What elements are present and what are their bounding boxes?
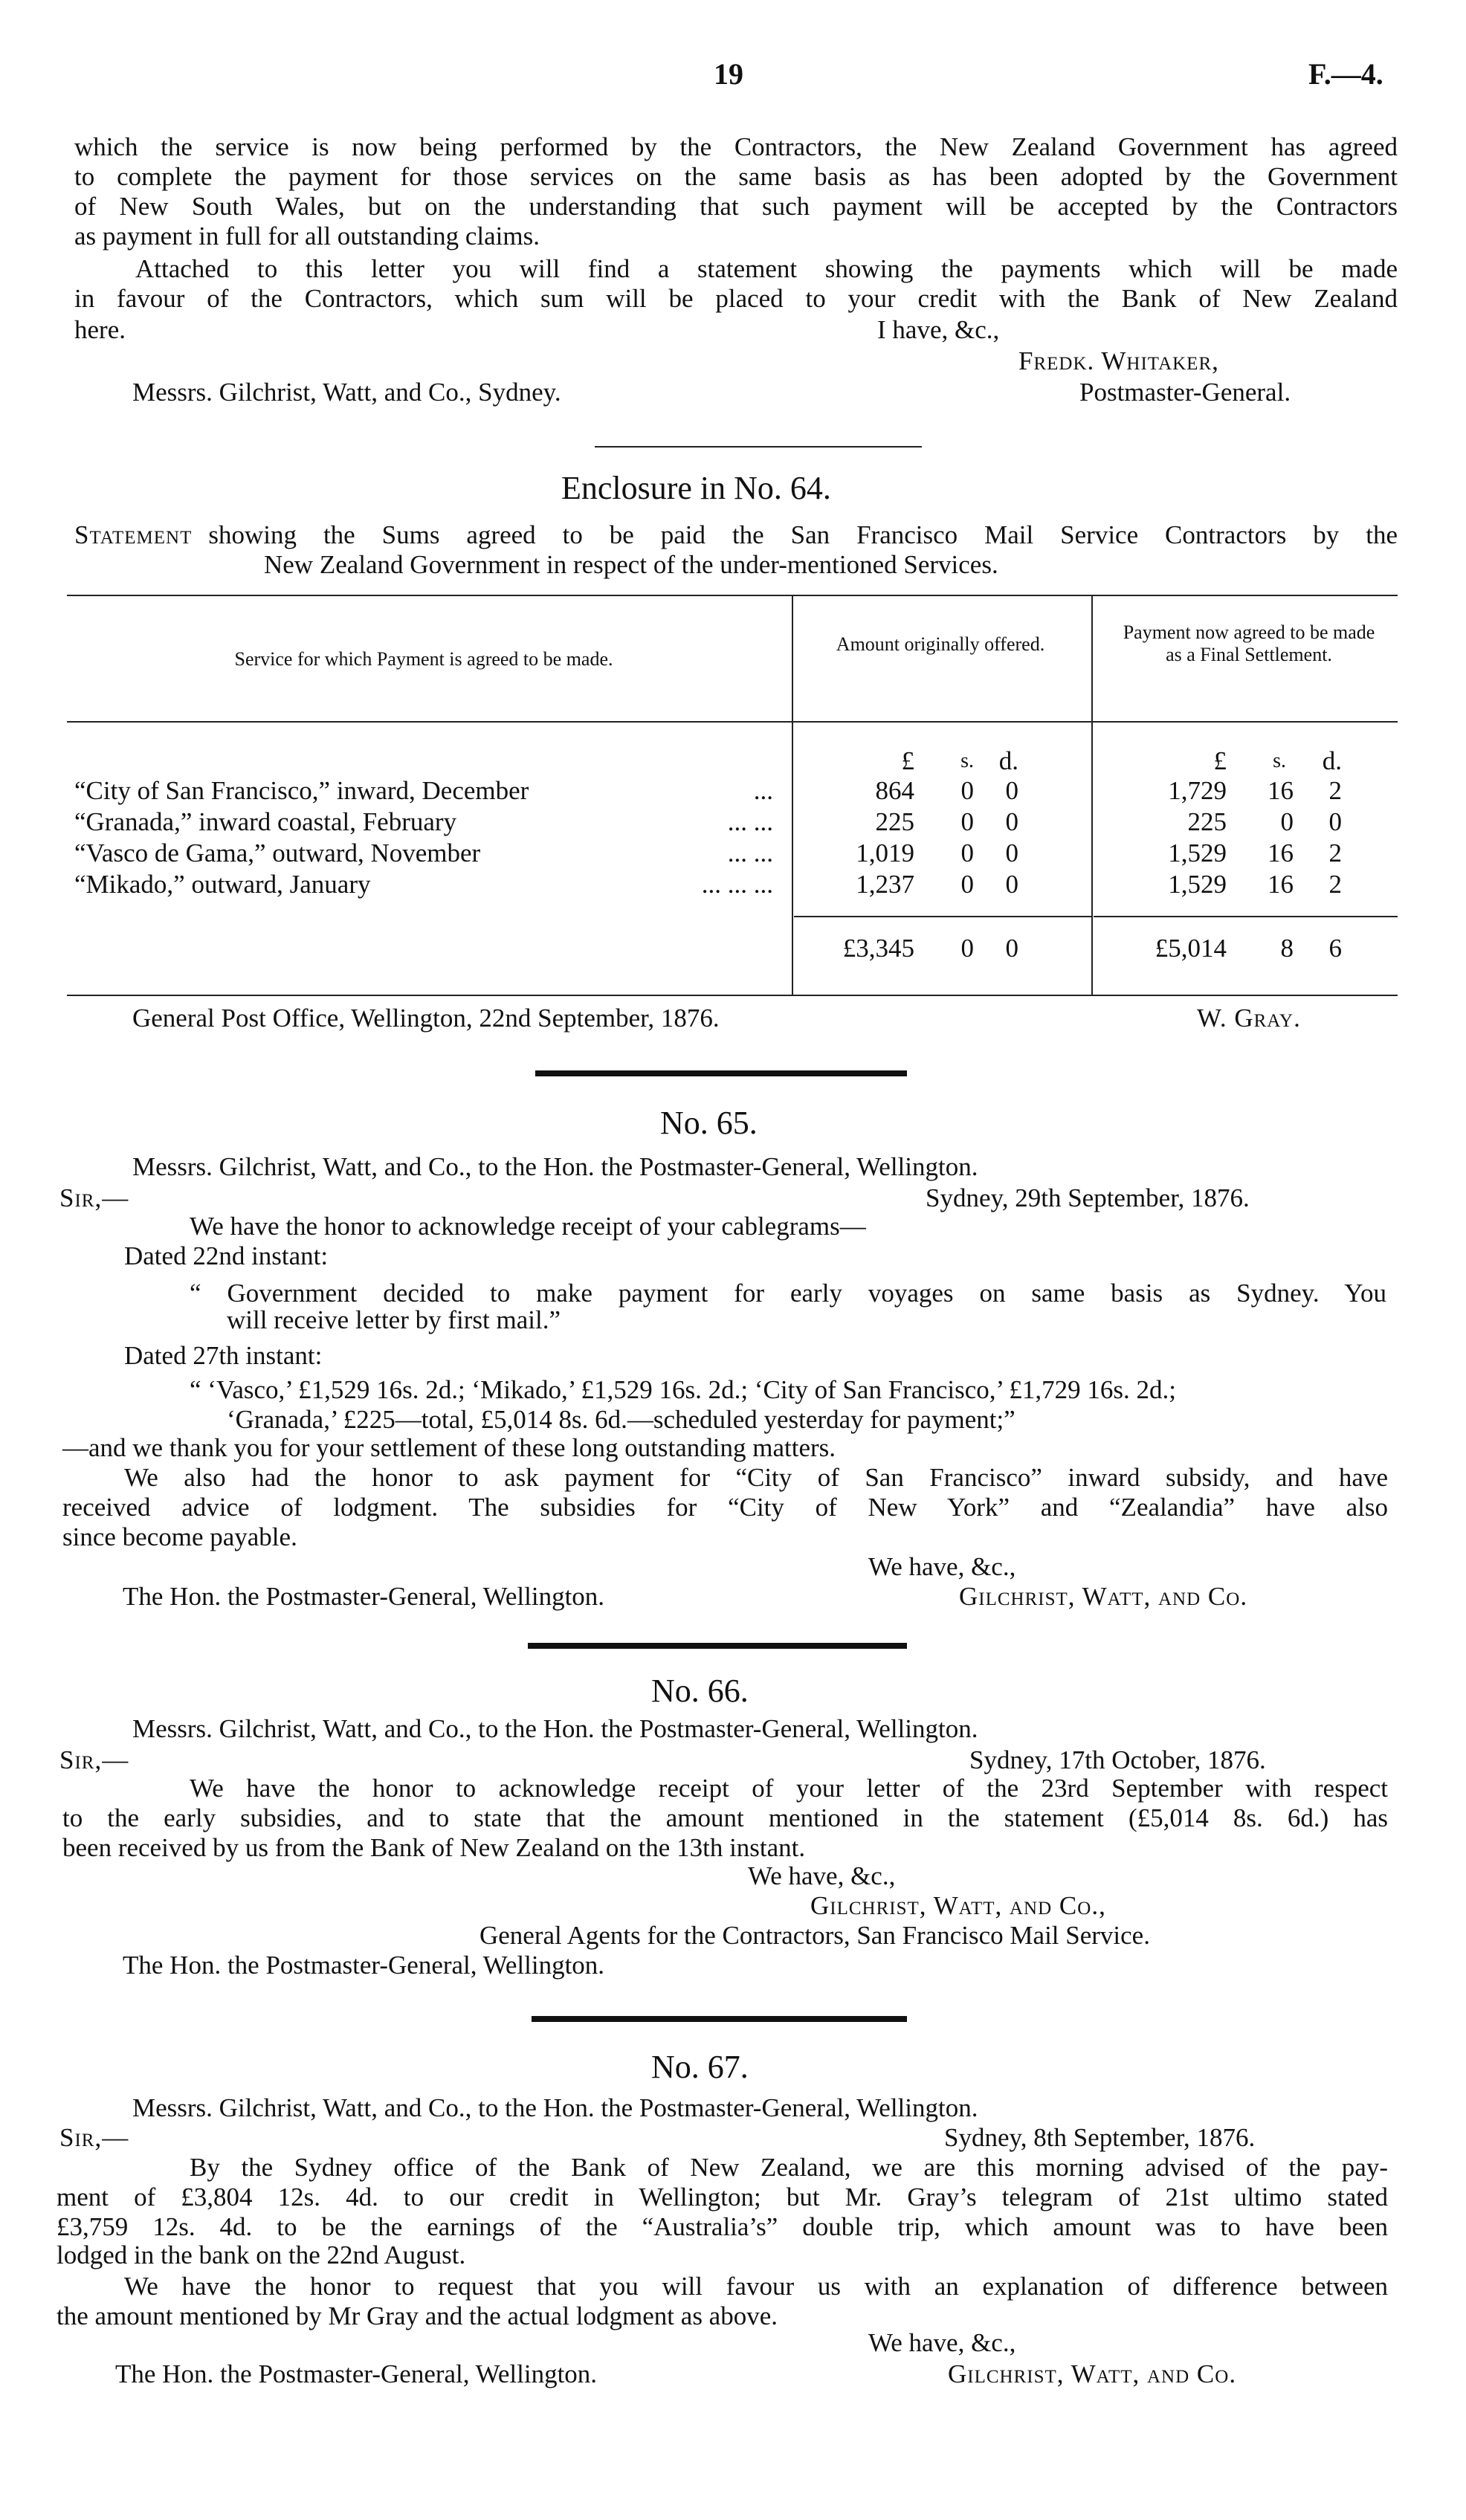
letter-para: since become payable. (62, 1522, 297, 1551)
total-offered-shillings: 0 (960, 934, 974, 963)
row-offered-pounds: 1,019 (856, 839, 914, 868)
section-divider (595, 446, 922, 448)
row-offered-pence: 0 (1005, 807, 1018, 836)
opening-line-4: as payment in full for all outstanding claims. (74, 222, 540, 251)
letter-date: Sydney, 17th October, 1876. (969, 1745, 1266, 1774)
row-agreed-pounds: 225 (1187, 807, 1227, 836)
unit-shillings: s. (960, 749, 974, 772)
statement-line-2: New Zealand Government in respect of the under-mentioned Services. (264, 550, 998, 579)
enclosure-place-date: General Post Office, Wellington, 22nd September, 1876. (132, 1004, 720, 1033)
row-agreed-shillings: 16 (1268, 870, 1294, 899)
letter-para: received advice of lodgment. The subsidies for “City of New York” and “Zealandia” have also (62, 1493, 1388, 1522)
section-divider (528, 1643, 907, 1649)
row-service: “Granada,” inward coastal, February (74, 807, 457, 836)
unit-pence: d. (998, 746, 1018, 775)
table-col-divider-2 (1091, 595, 1093, 996)
document-reference: F.—4. (1308, 57, 1383, 91)
col-header-service: Service for which Payment is agreed to be made. (234, 648, 613, 670)
row-service: “Vasco de Gama,” outward, November (74, 839, 481, 868)
letter-quote: “ Government decided to make payment for early voyages on same basis as Sydney. You (190, 1279, 1386, 1308)
opening-line-7: here. (74, 315, 126, 344)
table-header-rule (67, 721, 1398, 723)
row-offered-pounds: 1,237 (856, 870, 914, 899)
letter-para: We have the honor to acknowledge receipt of your letter of the 23rd September with respect (190, 1774, 1388, 1803)
opening-line-2: to complete the payment for those services on the same basis as has been adopted by the Government (74, 162, 1398, 191)
letter-route: Messrs. Gilchrist, Watt, and Co., to the Hon. the Postmaster-General, Wellington. (132, 1714, 978, 1743)
row-offered-pence: 0 (1005, 839, 1018, 868)
letter-date: Sydney, 29th September, 1876. (926, 1183, 1250, 1212)
letter-dated: Dated 27th instant: (124, 1341, 323, 1370)
total-offered-pounds: £3,345 (842, 934, 914, 963)
letter-signer: Gilchrist, Watt, and Co. (948, 2359, 1237, 2388)
letter-para: We have the honor to acknowledge receipt of your cablegrams— (190, 1212, 866, 1241)
opening-line-1: which the service is now being performed by the Contractors, the New Zealand Government has agreed (74, 132, 1398, 161)
col-header-offered: Amount originally offered. (836, 633, 1045, 655)
letter-closing: We have, &c., (868, 2328, 1016, 2357)
total-rule-offered (794, 916, 1093, 917)
letter-para: to the early subsidies, and to state that the amount mentioned in the statement (£5,014 8s. 6d.) has (62, 1803, 1388, 1832)
letter-route: Messrs. Gilchrist, Watt, and Co., to the Hon. the Postmaster-General, Wellington. (132, 2093, 978, 2122)
total-agreed-shillings: 8 (1280, 934, 1294, 963)
row-offered-shillings: 0 (960, 776, 974, 805)
section-divider (535, 1070, 907, 1076)
total-offered-pence: 0 (1005, 934, 1018, 963)
letter-closing: We have, &c., (868, 1552, 1016, 1581)
opening-line-6: in favour of the Contractors, which sum will be placed to your credit with the Bank of New Zealand (74, 284, 1398, 313)
unit-pounds: £ (901, 746, 914, 775)
col-header-agreed: Payment now agreed to be made as a Final Settlement. (1123, 621, 1375, 665)
letter-salutation: Sir,— (59, 2123, 129, 2152)
letter-para: We also had the honor to ask payment for “City of San Francisco” inward subsidy, and have (124, 1463, 1388, 1492)
letter-closing: We have, &c., (748, 1861, 896, 1890)
opening-line-3: of New South Wales, but on the understanding that such payment will be accepted by the Contractors (74, 192, 1398, 221)
letter-quote: ‘Granada,’ £225—total, £5,014 8s. 6d.—scheduled yesterday for payment;” (227, 1405, 1015, 1434)
row-agreed-pounds: 1,529 (1168, 870, 1227, 899)
i-have-closing: I have, &c., (877, 315, 1000, 344)
statement-line-1 (74, 520, 1398, 550)
total-rule-agreed (1094, 916, 1398, 917)
row-agreed-pounds: 1,529 (1168, 839, 1227, 868)
row-leader: ... ... ... (701, 870, 773, 899)
signer-whitaker: Fredk. Whitaker, (1018, 346, 1219, 375)
unit-pence-agreed: d. (1322, 746, 1342, 775)
row-agreed-pence: 2 (1328, 839, 1342, 868)
table-bottom-rule (67, 995, 1398, 996)
row-offered-shillings: 0 (960, 839, 974, 868)
unit-pounds-agreed: £ (1213, 746, 1227, 775)
letter-addressee: The Hon. the Postmaster-General, Wellington. (123, 1582, 605, 1611)
letter-para: We have the honor to request that you will favour us with an explanation of difference between (124, 2272, 1388, 2301)
row-service: “Mikado,” outward, January (74, 870, 371, 899)
letter-salutation: Sir,— (59, 1745, 129, 1774)
letter-para: ment of £3,804 12s. 4d. to our credit in Wellington; but Mr. Gray’s telegram of 21st ultimo stated (56, 2183, 1388, 2212)
letter-date: Sydney, 8th September, 1876. (944, 2123, 1256, 2152)
row-offered-shillings: 0 (960, 807, 974, 836)
row-agreed-shillings: 0 (1280, 807, 1294, 836)
letter-para: By the Sydney office of the Bank of New Zealand, we are this morning advised of the pay- (190, 2153, 1388, 2182)
row-offered-pounds: 864 (875, 776, 914, 805)
enclosure-signer: W. Gray. (1197, 1004, 1301, 1033)
letter-dated: Dated 22nd instant: (124, 1241, 329, 1270)
letter-signer: Gilchrist, Watt, and Co. (959, 1582, 1248, 1611)
statement-text: showing the Sums agreed to be paid the San Francisco Mail Service Contractors by the (208, 520, 1398, 549)
letter-para: been received by us from the Bank of New Zealand on the 13th instant. (62, 1833, 806, 1862)
letter-quote: “ ‘Vasco,’ £1,529 16s. 2d.; ‘Mikado,’ £1,529 16s. 2d.; ‘City of San Francisco,’ £1,729 16s. 2d.; (190, 1375, 1176, 1404)
row-agreed-shillings: 16 (1268, 839, 1294, 868)
section-divider (532, 2016, 907, 2022)
letter-quote: will receive letter by first mail.” (227, 1305, 561, 1334)
letter-addressee: The Hon. the Postmaster-General, Wellington. (123, 1951, 605, 1980)
letter-para: lodged in the bank on the 22nd August. (56, 2240, 466, 2269)
row-offered-shillings: 0 (960, 870, 974, 899)
page-number: 19 (714, 57, 743, 91)
letter-para: £3,759 12s. 4d. to be the earnings of the “Australia’s” double trip, which amount was to have been (56, 2212, 1388, 2241)
letter-addressee: The Hon. the Postmaster-General, Wellington. (115, 2359, 598, 2388)
row-offered-pence: 0 (1005, 870, 1018, 899)
row-offered-pounds: 225 (875, 807, 914, 836)
letter-signer: Gilchrist, Watt, and Co., (810, 1891, 1106, 1920)
letter-heading: No. 65. (660, 1105, 758, 1141)
row-offered-pence: 0 (1005, 776, 1018, 805)
row-leader: ... ... (727, 807, 773, 836)
letter-salutation: Sir,— (59, 1183, 129, 1212)
addressee-gilchrist: Messrs. Gilchrist, Watt, and Co., Sydney. (132, 378, 561, 407)
letter-heading: No. 67. (651, 2049, 749, 2085)
letter-route: Messrs. Gilchrist, Watt, and Co., to the Hon. the Postmaster-General, Wellington. (132, 1152, 978, 1181)
letter-para: the amount mentioned by Mr Gray and the actual lodgment as above. (56, 2301, 778, 2330)
row-agreed-pounds: 1,729 (1168, 776, 1227, 805)
table-col-divider-1 (792, 595, 793, 996)
signer-title-postmaster: Postmaster-General. (1079, 378, 1291, 407)
row-leader: ... ... (727, 839, 773, 868)
row-agreed-pence: 2 (1328, 870, 1342, 899)
letter-heading: No. 66. (651, 1673, 749, 1709)
total-agreed-pounds: £5,014 (1155, 934, 1227, 963)
unit-shillings-agreed: s. (1273, 749, 1286, 772)
statement-label: Statement (74, 520, 193, 549)
letter-para: —and we thank you for your settlement of these long outstanding matters. (62, 1433, 836, 1462)
enclosure-heading: Enclosure in No. 64. (561, 470, 831, 506)
row-leader: ... (753, 776, 773, 805)
total-agreed-pence: 6 (1328, 934, 1342, 963)
row-agreed-shillings: 16 (1268, 776, 1294, 805)
row-agreed-pence: 2 (1328, 776, 1342, 805)
table-top-rule (67, 595, 1398, 596)
opening-line-5: Attached to this letter you will find a statement showing the payments which will be made (135, 254, 1398, 283)
row-agreed-pence: 0 (1328, 807, 1342, 836)
letter-signer-title: General Agents for the Contractors, San Francisco Mail Service. (479, 1921, 1150, 1950)
row-service: “City of San Francisco,” inward, December (74, 776, 529, 805)
